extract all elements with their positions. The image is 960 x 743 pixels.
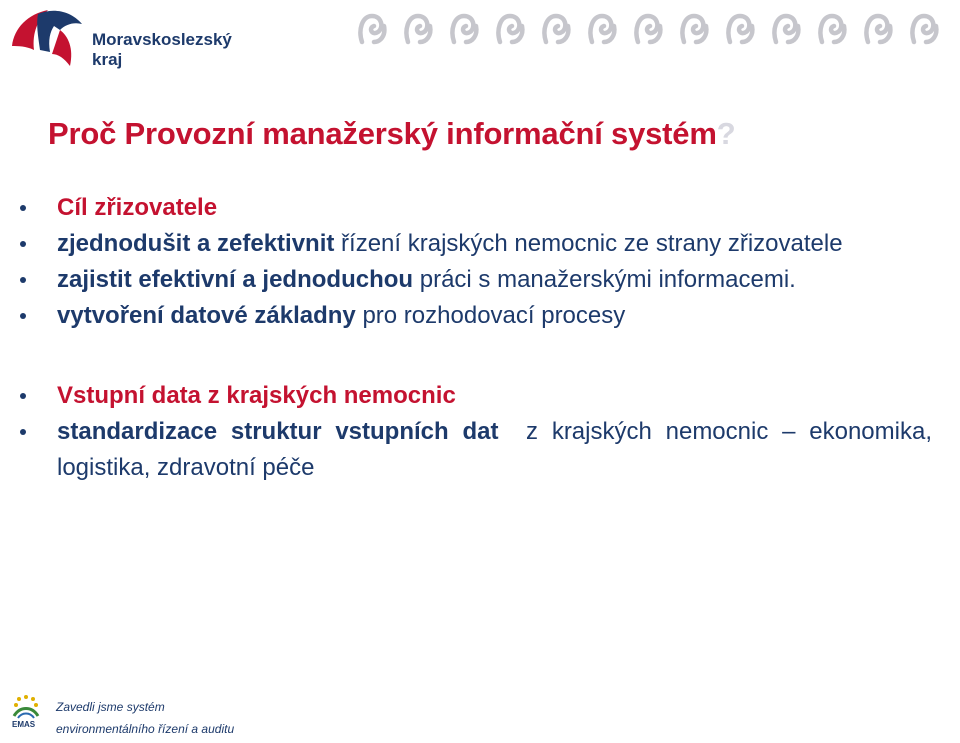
slide-title-mark: ? xyxy=(716,116,736,151)
emas-label: EMAS xyxy=(12,720,36,729)
bullet-dot xyxy=(20,205,26,211)
decorative-wave-pattern xyxy=(358,12,958,46)
footer-line2: environmentálního řízení a auditu xyxy=(56,722,235,736)
footer xyxy=(8,688,308,743)
bullet-heading: Cíl zřizovatele xyxy=(57,194,218,221)
bullet-item xyxy=(20,226,932,262)
bullet-item xyxy=(20,378,932,414)
region-emblem-icon xyxy=(8,6,88,72)
bullet-dot xyxy=(20,241,26,247)
bullet-dot xyxy=(20,429,26,435)
bullet-emphasis: zjednodušit a zefektivnit xyxy=(57,230,335,257)
slide-title-text: Proč Provozní manažerský informační systém xyxy=(48,116,717,151)
footer-line1: Zavedli jsme systém xyxy=(56,700,165,714)
slide-title xyxy=(48,116,735,152)
logo-text-line2: kraj xyxy=(92,50,123,69)
bullet-item xyxy=(20,414,939,486)
bullet-emphasis: zajistit efektivní a jednoduchou xyxy=(57,266,414,293)
bullet-emphasis: standardizace struktur vstupních dat xyxy=(57,418,499,445)
emas-logo-icon xyxy=(8,688,44,722)
bullet-item xyxy=(20,262,932,298)
bullet-list xyxy=(20,190,939,486)
bullet-item xyxy=(20,298,932,334)
bullet-heading: Vstupní data z krajských nemocnic xyxy=(57,382,456,409)
bullet-text: z krajských nemocnic – ekonomika, logistika, zdravotní péče xyxy=(57,418,939,481)
bullet-text: pro rozhodovací procesy xyxy=(355,302,626,329)
bullet-dot xyxy=(20,313,26,319)
bullet-item xyxy=(20,190,932,226)
bullet-dot xyxy=(20,393,26,399)
bullet-emphasis: vytvoření datové základny xyxy=(57,302,356,329)
bullet-text: práci s manažerskými informacemi. xyxy=(413,266,796,293)
bullet-dot xyxy=(20,277,26,283)
logo-text-line1: Moravskoslezský xyxy=(92,30,232,49)
bullet-text: řízení krajských nemocnic ze strany zřizovatele xyxy=(334,230,843,257)
region-logo xyxy=(8,6,248,72)
